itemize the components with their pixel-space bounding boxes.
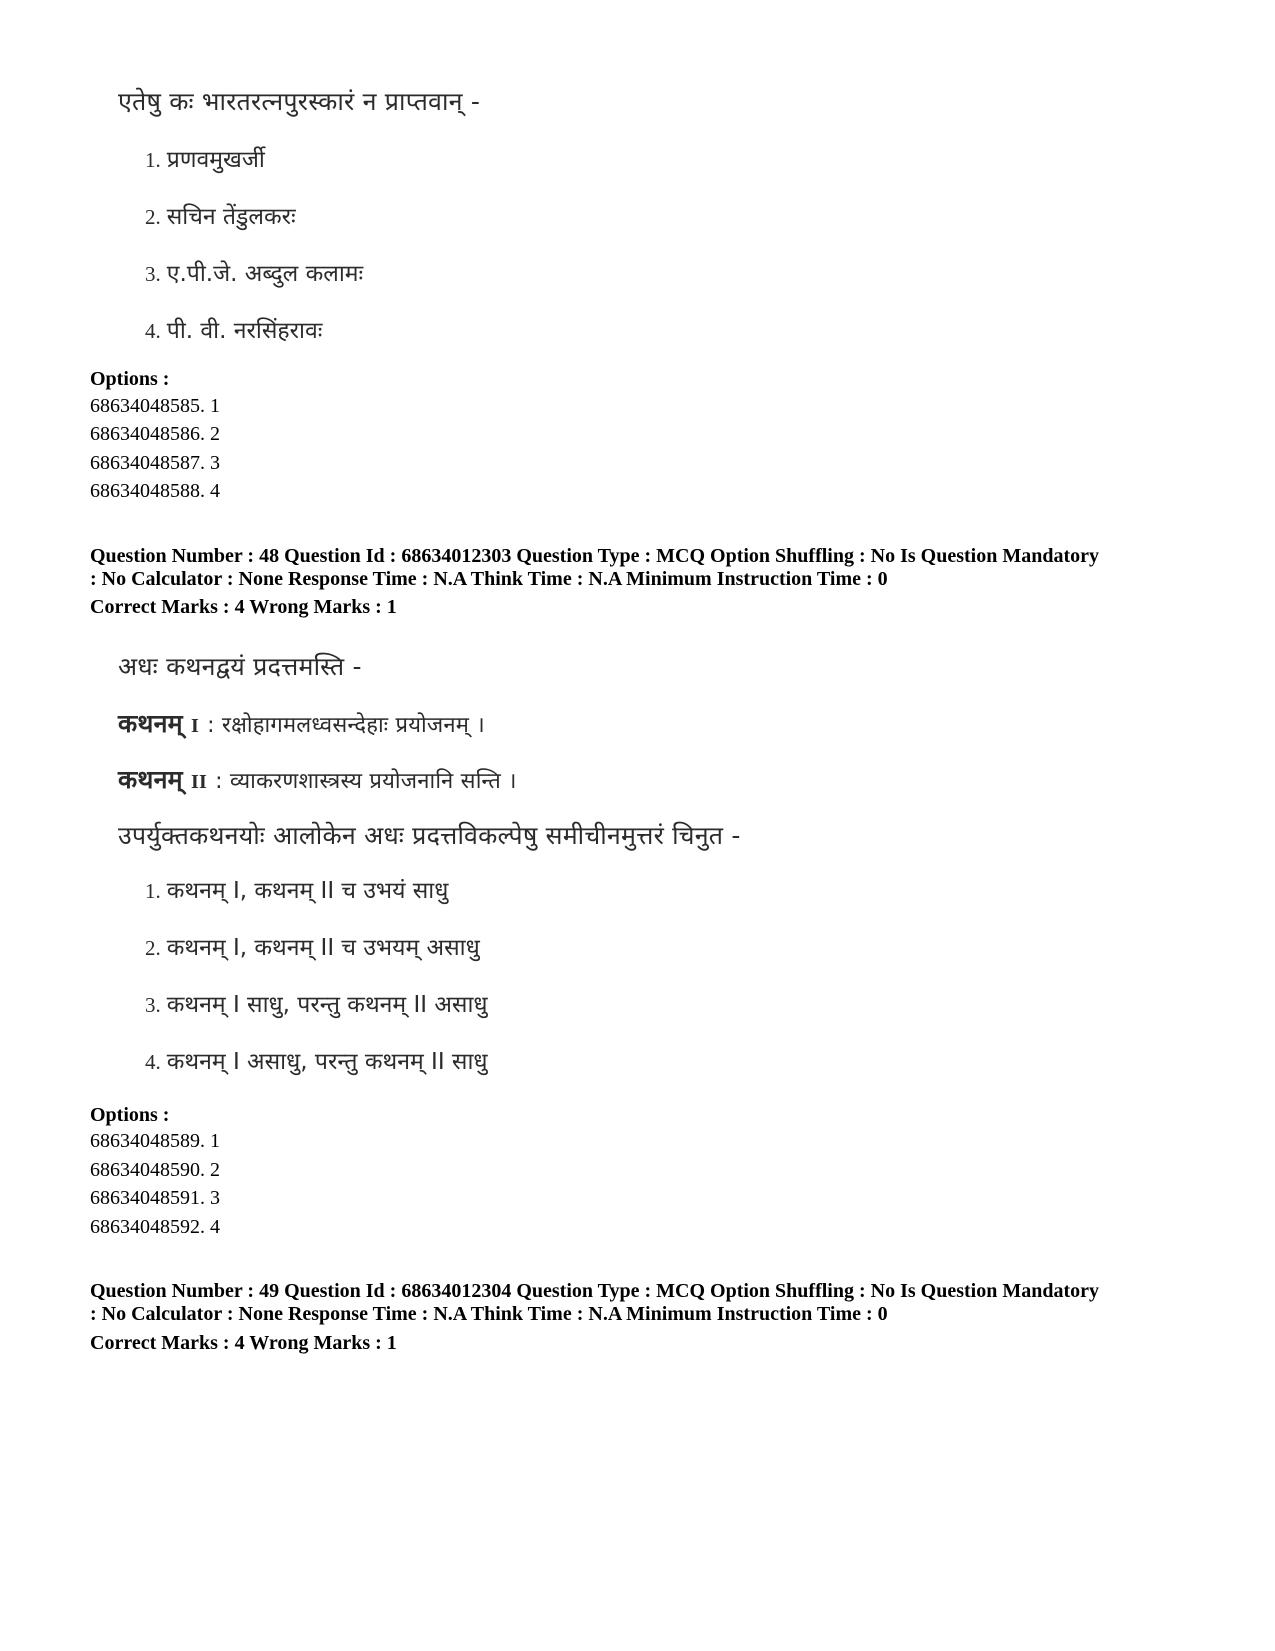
q47-choice-2	[145, 199, 296, 231]
choice-text: कथनम् I असाधु, परन्तु कथनम् II साधु	[166, 1049, 488, 1075]
q47-option-2: 68634048586. 2	[90, 423, 220, 445]
q48-options-label: Options :	[90, 1104, 170, 1126]
q48-marks: Correct Marks : 4 Wrong Marks : 1	[90, 596, 397, 618]
q49-marks: Correct Marks : 4 Wrong Marks : 1	[90, 1332, 397, 1354]
choice-number: 1.	[145, 148, 161, 172]
choice-text: कथनम् I साधु, परन्तु कथनम् II असाधु	[166, 992, 488, 1018]
q48-option-2: 68634048590. 2	[90, 1159, 220, 1181]
q47-question-text: एतेषु कः भारतरत्नपुरस्कारं न प्राप्तवान् -	[118, 87, 481, 116]
q47-option-4: 68634048588. 4	[90, 480, 220, 502]
q48-option-4: 68634048592. 4	[90, 1216, 220, 1238]
choice-number: 2.	[145, 205, 161, 229]
statement-label: कथनम्	[118, 765, 183, 794]
choice-text: पी. वी. नरसिंहरावः	[166, 318, 323, 344]
choice-number: 1.	[145, 879, 161, 903]
q48-option-1: 68634048589. 1	[90, 1130, 220, 1152]
q47-choice-3	[145, 256, 363, 288]
q48-statement-2	[118, 762, 517, 796]
choice-number: 3.	[145, 262, 161, 286]
statement-label: कथनम्	[118, 709, 183, 738]
q47-choice-1	[145, 142, 265, 174]
statement-text: : रक्षोहागमलध्वसन्देहाः प्रयोजनम् ।	[207, 713, 485, 738]
choice-text: प्रणवमुखर्जी	[166, 147, 265, 173]
q48-instruction: उपर्युक्तकथनयोः आलोकेन अधः प्रदत्तविकल्पेषु समीचीनमुत्तरं चिनुत -	[118, 821, 741, 850]
choice-number: 4.	[145, 1050, 161, 1074]
statement-numeral: II	[190, 771, 207, 793]
choice-text: कथनम् I, कथनम् II च उभयम् असाधु	[166, 935, 480, 961]
q47-option-3: 68634048587. 3	[90, 452, 220, 474]
statement-text: : व्याकरणशास्त्रस्य प्रयोजनानि सन्ति ।	[215, 769, 517, 794]
q48-choice-2	[145, 930, 480, 962]
choice-text: सचिन तेंडुलकरः	[166, 204, 296, 230]
choice-number: 3.	[145, 993, 161, 1017]
q48-meta-line-1: Question Number : 48 Question Id : 68634012303 Question Type : MCQ Option Shuffling : No Is Question Mandatory	[90, 545, 1099, 567]
choice-number: 2.	[145, 936, 161, 960]
choice-number: 4.	[145, 319, 161, 343]
q48-choice-3	[145, 987, 488, 1019]
q48-choice-4	[145, 1044, 488, 1076]
q48-statement-1	[118, 706, 485, 740]
q49-meta-line-1: Question Number : 49 Question Id : 68634012304 Question Type : MCQ Option Shuffling : No Is Question Mandatory	[90, 1280, 1099, 1302]
q48-intro: अधः कथनद्वयं प्रदत्तमस्ति -	[118, 652, 362, 681]
statement-numeral: I	[190, 715, 199, 737]
choice-text: कथनम् I, कथनम् II च उभयं साधु	[166, 878, 449, 904]
q48-meta-line-2: : No Calculator : None Response Time : N.A Think Time : N.A Minimum Instruction Time : 0	[90, 568, 888, 590]
q47-options-label: Options :	[90, 368, 170, 390]
q49-meta-line-2: : No Calculator : None Response Time : N.A Think Time : N.A Minimum Instruction Time : 0	[90, 1303, 888, 1325]
q48-option-3: 68634048591. 3	[90, 1187, 220, 1209]
q47-option-1: 68634048585. 1	[90, 395, 220, 417]
choice-text: ए.पी.जे. अब्दुल कलामः	[166, 261, 364, 287]
q47-choice-4	[145, 313, 322, 345]
q48-choice-1	[145, 873, 448, 905]
